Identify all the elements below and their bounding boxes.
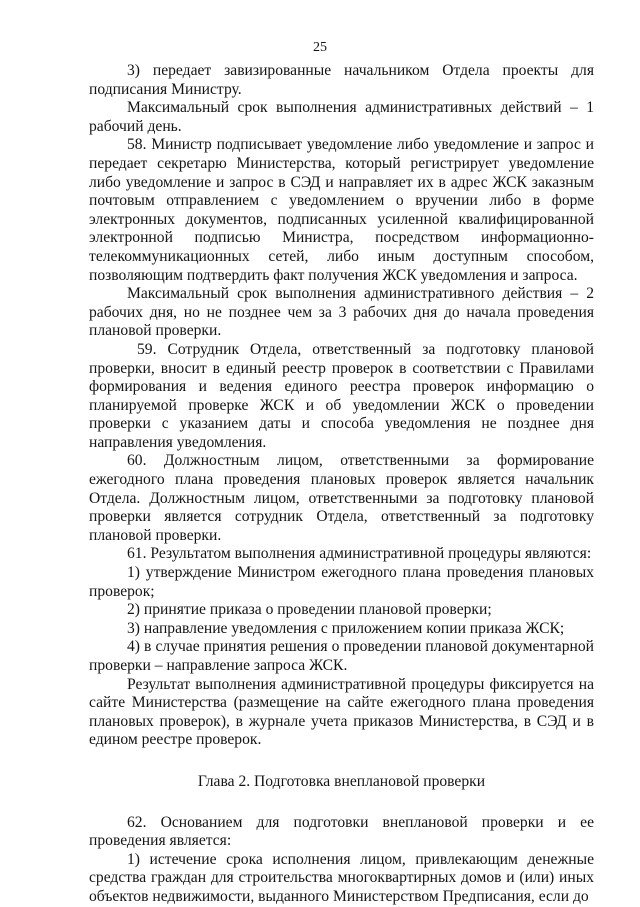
paragraph: 61. Результатом выполнения административной процедуры являются: [127,545,592,563]
paragraph: 3) передает завизированные начальником Отдела проекты для подписания Министру. [89,62,594,98]
chapter-heading: Глава 2. Подготовка внеплановой проверки [197,772,486,790]
list-item: 2) принятие приказа о проведении плановой проверки; [127,601,492,619]
page-number: 25 [313,40,327,55]
document-body [89,62,594,907]
paragraph: Результат выполнения административной процедуры фиксируется на сайте Министерства (размещение на сайте ежегодного плана проведения плановых проверок), в журнале учета приказов Министерства, в СЭД и в едином реестре проверок. [89,675,594,749]
list-item: 3) направление уведомления с приложением копии приказа ЖСК; [127,619,565,637]
paragraph: 59. Сотрудник Отдела, ответственный за подготовку плановой проверки, вносит в единый реестр проверок в соответствии с Правилами формирования и ведения единого реестра проверок информацию о планируемой проверке ЖСК и об уведомлении ЖСК о проведении проверки с указанием даты и способа уведомления не позднее дня направления уведомления. [89,340,594,451]
list-item: 1) истечение срока исполнения лицом, привлекающим денежные средства граждан для строительства многоквартирных домов и (или) иных объектов недвижимости, выданного Министерством Предписания, если до [89,850,594,905]
list-item: 4) в случае принятия решения о проведении плановой документарной проверки – направление запроса ЖСК. [89,638,594,674]
paragraph: Максимальный срок выполнения административного действия – 2 рабочих дня, но не позднее чем за 3 рабочих дня до начала проведения плановой проверки. [89,285,594,340]
paragraph: Максимальный срок выполнения административных действий – 1 рабочий день. [89,99,594,135]
list-item: 1) утверждение Министром ежегодного плана проведения плановых проверок; [89,564,594,600]
paragraph: 60. Должностным лицом, ответственными за формирование ежегодного плана проведения плановых проверок является начальник Отдела. Должностным лицом, ответственными за подготовку плановой проверки является сотрудник Отдела, ответственный за подготовку плановой проверки. [89,452,594,544]
paragraph: 62. Основанием для подготовки внеплановой проверки и ее проведения является: [89,813,594,850]
paragraph: 58. Министр подписывает уведомление либо уведомление и запрос и передает секретарю Министерства, который регистрирует уведомление либо уведомление и запрос в СЭД и направляет их в адрес ЖСК заказным почтовым отправлением с уведомлением о вручении либо в форме электронных документов, подписанных усиленной квалифицированной электронной подписью Министра, посредством информационно-телекоммуникационных сетей, либо иным доступным способом, позволяющим подтвердить факт получения ЖСК уведомления и запроса. [89,136,594,284]
